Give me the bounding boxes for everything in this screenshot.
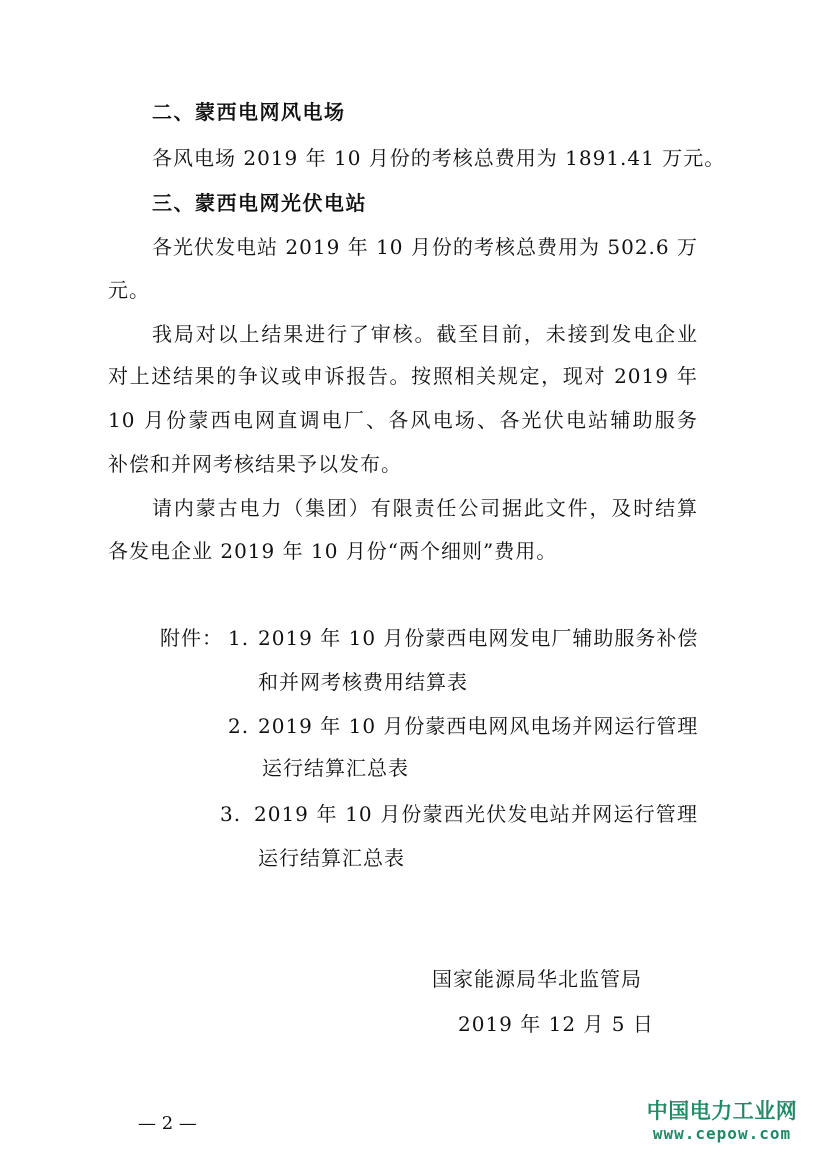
attachment-2-title-line-1: 2019 年 10 月份蒙西电网风电场并网运行管理: [258, 714, 699, 738]
pv-assessment-text-line-2: 元。: [108, 278, 150, 302]
section-heading-wind-farms: 二、蒙西电网风电场: [152, 100, 346, 124]
issuing-authority: 国家能源局华北监管局: [432, 967, 642, 991]
attachment-1-number: 1.: [228, 626, 250, 650]
attachment-2-title-line-2: 运行结算汇总表: [262, 756, 409, 780]
attachments-label: 附件：: [160, 626, 223, 650]
request-paragraph-line-2: 各发电企业 2019 年 10 月份“两个细则”费用。: [108, 539, 558, 563]
review-paragraph-line-1: 我局对以上结果进行了审核。截至目前，未接到发电企业: [152, 322, 698, 346]
watermark-site-url: www.cepow.com: [652, 1124, 792, 1143]
attachment-3-title-line-2: 运行结算汇总表: [258, 846, 405, 870]
watermark-site-name: 中国电力工业网: [646, 1099, 798, 1123]
attachment-2-number: 2.: [228, 714, 250, 738]
review-paragraph-line-3: 10 月份蒙西电网直调电厂、各风电场、各光伏电站辅助服务: [108, 408, 698, 432]
review-paragraph-line-2: 对上述结果的争议或申诉报告。按照相关规定，现对 2019 年: [108, 364, 698, 388]
attachment-3-title-line-1: 2019 年 10 月份蒙西光伏发电站并网运行管理: [254, 802, 698, 826]
attachment-1-title-line-1: 2019 年 10 月份蒙西电网发电厂辅助服务补偿: [258, 626, 699, 650]
request-paragraph-line-1: 请内蒙古电力（集团）有限责任公司据此文件，及时结算: [152, 496, 698, 520]
page-number: — 2 —: [138, 1113, 197, 1134]
site-watermark: [632, 1098, 812, 1144]
attachment-1-title-line-2: 和并网考核费用结算表: [258, 670, 468, 694]
section-heading-pv-stations: 三、蒙西电网光伏电站: [152, 191, 367, 215]
review-paragraph-line-4: 补偿和并网考核结果予以发布。: [108, 452, 402, 476]
issue-date: 2019 年 12 月 5 日: [458, 1012, 654, 1036]
pv-assessment-text-line-1: 各光伏发电站 2019 年 10 月份的考核总费用为 502.6 万: [152, 235, 698, 259]
wind-farm-assessment-text: 各风电场 2019 年 10 月份的考核总费用为 1891.41 万元。: [152, 146, 726, 170]
attachment-3-number: 3.: [220, 802, 242, 826]
